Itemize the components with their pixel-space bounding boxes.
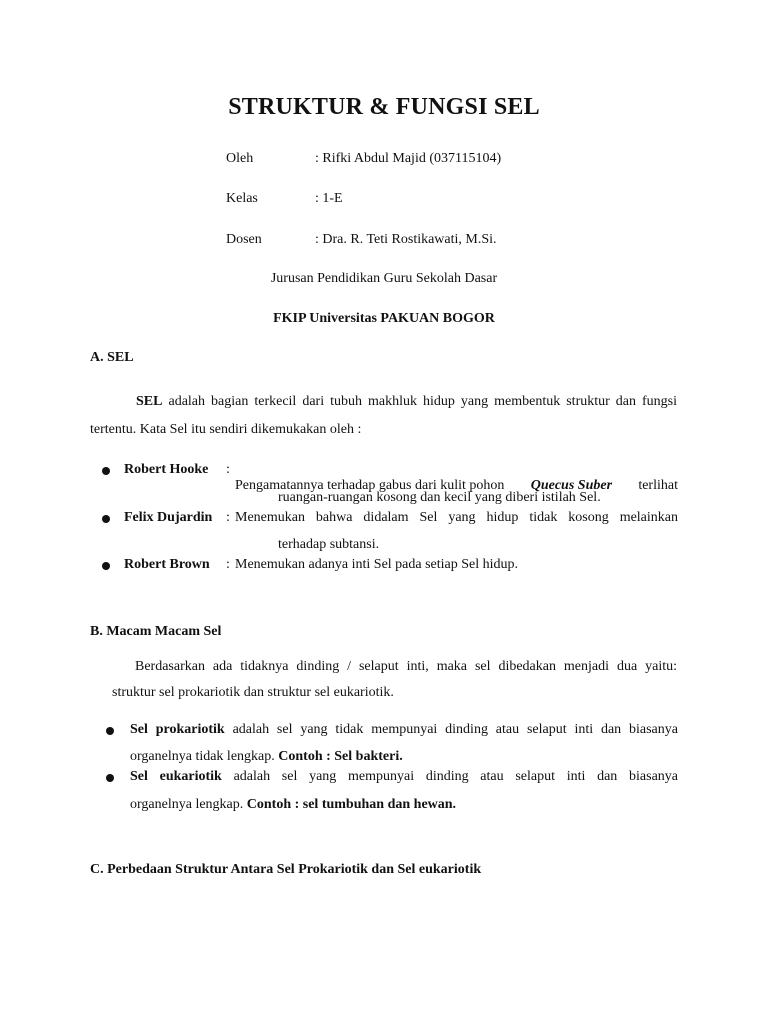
scientist-description: Menemukan adanya inti Sel pada setiap Sel hidup. xyxy=(235,557,519,572)
section-a-heading: A. SEL xyxy=(90,350,134,365)
section-a-intro-line2: tertentu. Kata Sel itu sendiri dikemukakan oleh : xyxy=(90,422,362,437)
sel-definition: adalah bagian terkecil dari tubuh makhluk hidup yang membentuk struktur dan fungsi xyxy=(168,394,678,409)
scientist-description: Pengamatannya terhadap gabus dari kulit pohon Quecus Suber terlihat xyxy=(235,478,678,493)
section-b-intro-line1: Berdasarkan ada tidaknya dinding / selaput inti, maka sel dibedakan menjadi dua yaitu: xyxy=(135,659,677,674)
list-item-robert-brown xyxy=(124,557,678,573)
cell-type-definition: adalah sel yang mempunyai dinding atau selaput inti dan biasanya xyxy=(233,769,679,784)
scientist-name: Felix Dujardin xyxy=(124,510,213,525)
list-item-eukaryotic-cont: organelnya lengkap. Contoh : sel tumbuhan dan hewan. xyxy=(130,797,457,812)
meta-value-author: : Rifki Abdul Majid (037115104) xyxy=(315,151,502,166)
list-item-felix-dujardin xyxy=(124,510,678,526)
bullet-icon xyxy=(102,467,110,475)
list-item-robert-hooke xyxy=(124,462,678,493)
list-item-eukaryotic xyxy=(130,769,678,785)
section-c-heading: C. Perbedaan Struktur Antara Sel Prokariotik dan Sel eukariotik xyxy=(90,862,482,877)
cell-type-example: Contoh : Sel bakteri. xyxy=(278,749,403,764)
bullet-icon xyxy=(102,562,110,570)
cell-type-definition: adalah sel yang tidak mempunyai dinding atau selaput inti dan biasanya xyxy=(232,722,678,737)
meta-label-author: Oleh xyxy=(226,151,254,166)
cell-type-term: Sel prokariotik xyxy=(130,722,225,737)
scientist-colon: : xyxy=(226,510,230,525)
bullet-icon xyxy=(106,774,114,782)
cell-type-term: Sel eukariotik xyxy=(130,769,222,784)
bullet-icon xyxy=(106,727,114,735)
species-name: Quecus Suber xyxy=(530,478,613,493)
section-b-heading: B. Macam Macam Sel xyxy=(90,624,222,639)
bullet-icon xyxy=(102,515,110,523)
list-item-prokaryotic xyxy=(130,722,678,738)
section-b-intro-line2: struktur sel prokariotik dan struktur sel eukariotik. xyxy=(112,685,394,700)
meta-label-lecturer: Dosen xyxy=(226,232,262,247)
scientist-description: Menemukan bahwa didalam Sel yang hidup tidak kosong melainkan xyxy=(235,510,678,525)
section-a-intro-line1 xyxy=(136,394,677,410)
department-line: Jurusan Pendidikan Guru Sekolah Dasar xyxy=(270,271,498,286)
scientist-name: Robert Brown xyxy=(124,557,210,572)
meta-value-class: : 1-E xyxy=(315,191,343,206)
scientist-description-cont: ruangan-ruangan kosong dan kecil yang diberi istilah Sel. xyxy=(278,490,601,505)
cell-type-example: Contoh : sel tumbuhan dan hewan. xyxy=(246,797,457,812)
document-title: STRUKTUR & FUNGSI SEL xyxy=(228,94,540,120)
scientist-colon: : xyxy=(226,557,230,572)
institution-line: FKIP Universitas PAKUAN BOGOR xyxy=(273,311,495,326)
scientist-colon: : xyxy=(226,462,230,477)
meta-value-lecturer: : Dra. R. Teti Rostikawati, M.Si. xyxy=(315,232,497,247)
meta-label-class: Kelas xyxy=(226,191,258,206)
list-item-prokaryotic-cont: organelnya tidak lengkap. Contoh : Sel bakteri. xyxy=(130,749,403,764)
scientist-name: Robert Hooke xyxy=(124,462,209,477)
sel-term: SEL xyxy=(136,394,163,409)
scientist-description-cont: terhadap subtansi. xyxy=(278,537,380,552)
